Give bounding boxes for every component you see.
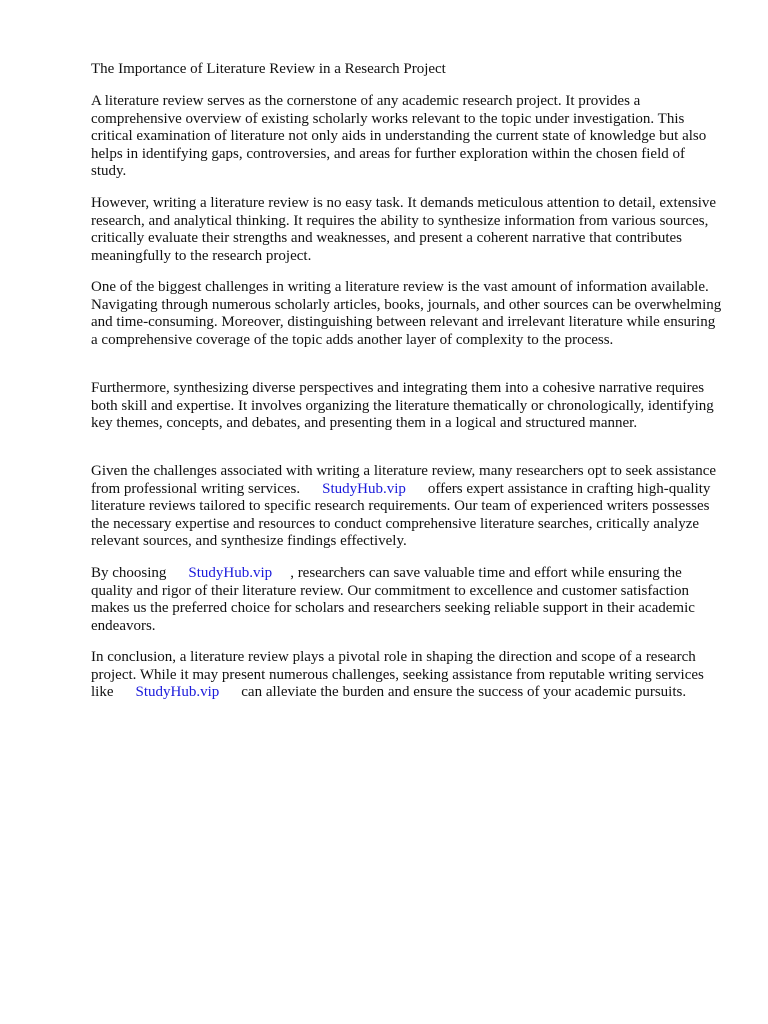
paragraph-conclusion-text-after: can alleviate the burden and ensure the success of your academic pursuits. bbox=[241, 684, 687, 701]
paragraph-challenges-writing: However, writing a literature review is no easy task. It demands meticulous attention to detail, extensive research, and analytical thinking. It requires the ability to synthesize information from various sources, critically evaluate their strengths and weaknesses, and present a coherent narrative that contributes meaningfully to the research project. bbox=[91, 195, 717, 264]
paragraph-assistance-text-after: offers expert assistance in crafting high-quality literature reviews tailored to specific research requirements. Our team of experienced writers possesses the necessary expertise and resources to conduct comprehensive literature searches, critically analyze relevant sources, and synthesize findings effectively. bbox=[91, 480, 711, 550]
paragraph-choosing-text-before: By choosing bbox=[91, 565, 167, 581]
paragraph-assistance-text-before: Given the challenges associated with writing a literature review, many researchers opt to seek assistance from professional writing services. bbox=[91, 463, 717, 497]
paragraph-conclusion-text-before: In conclusion, a literature review plays a pivotal role in shaping the direction and scope of a research project. While it may present numerous challenges, seeking assistance from reputable writing services like bbox=[91, 649, 704, 701]
studyhub-link-2[interactable]: StudyHub.vip bbox=[188, 565, 273, 581]
paragraph-conclusion bbox=[91, 649, 723, 702]
paragraph-information-volume: One of the biggest challenges in writing a literature review is the vast amount of information available. Navigating through numerous scholarly articles, books, journals, and other sources can be overwhelming and time-consuming. Moreover, distinguishing between relevant and irrelevant literature while ensuring a comprehensive coverage of the topic adds another layer of complexity to the process. bbox=[91, 279, 722, 348]
paragraph-intro: A literature review serves as the cornerstone of any academic research project. It provides a comprehensive overview of existing scholarly works relevant to the topic under investigation. This critical examination of literature not only aids in understanding the current state of knowledge but also helps in identifying gaps, controversies, and areas for further exploration within the chosen field of study. bbox=[91, 93, 707, 180]
document-title: The Importance of Literature Review in a Research Project bbox=[91, 61, 446, 77]
paragraph-choosing bbox=[91, 565, 723, 635]
paragraph-assistance bbox=[91, 463, 723, 551]
studyhub-link-3[interactable]: StudyHub.vip bbox=[135, 684, 220, 701]
studyhub-link-1[interactable]: StudyHub.vip bbox=[322, 480, 406, 497]
paragraph-choosing-text-after: , researchers can save valuable time and effort while ensuring the quality and rigor of their literature review. Our commitment to excellence and customer satisfaction makes us the preferred choice for scholars and researchers seeking reliable support in their academic endeavors. bbox=[91, 565, 695, 634]
paragraph-synthesis: Furthermore, synthesizing diverse perspectives and integrating them into a cohesive narrative requires both skill and expertise. It involves organizing the literature thematically or chronologically, identifying key themes, concepts, and debates, and presenting them in a logical and structured manner. bbox=[91, 380, 714, 432]
